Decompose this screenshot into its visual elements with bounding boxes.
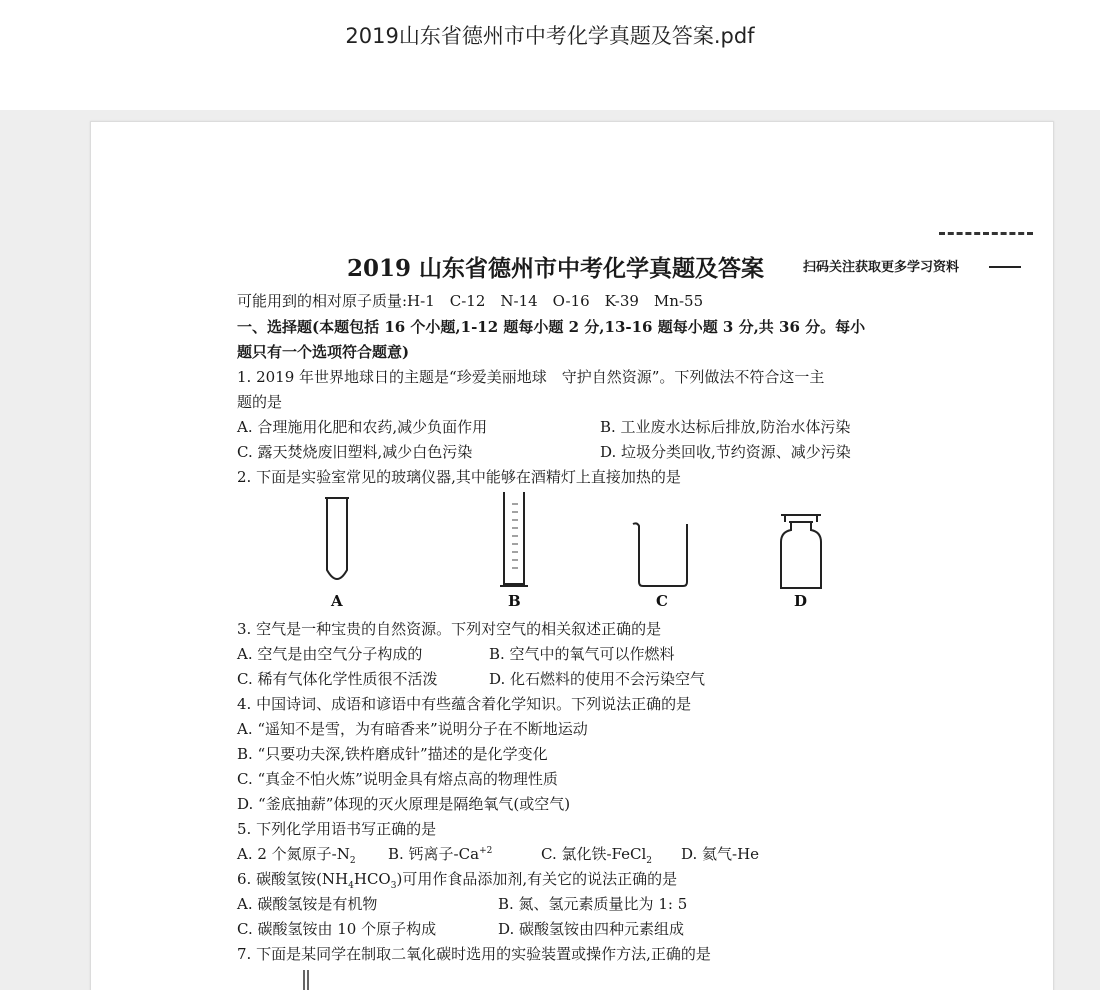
q5-option-c: C. 氯化铁-FeCl$_2$ xyxy=(541,845,653,866)
q3-option-a: A. 空气是由空气分子构成的 xyxy=(237,645,423,663)
q5-option-d: D. 氦气-He xyxy=(681,845,760,863)
q2-stem: 2. 下面是实验室常见的玻璃仪器,其中能够在酒精灯上直接加热的是 xyxy=(237,468,681,486)
q1-stem-2: 题的是 xyxy=(237,393,283,411)
q4-option-d: D. “釜底抽薪”体现的灭火原理是隔绝氧气(或空气) xyxy=(237,795,571,813)
section-heading-2: 题只有一个选项符合题意) xyxy=(237,343,410,361)
q3-stem: 3. 空气是一种宝贵的自然资源。下列对空气的相关叙述正确的是 xyxy=(237,620,662,638)
q4-stem: 4. 中国诗词、成语和谚语中有些蕴含着化学知识。下列说法正确的是 xyxy=(237,695,692,713)
document-title: 2019山东省德州市中考化学真题及答案.pdf xyxy=(345,24,755,48)
page-title: 2019 山东省德州市中考化学真题及答案 xyxy=(347,255,765,282)
q1-stem-1: 1. 2019 年世界地球日的主题是“珍爱美丽地球 守护自然资源”。下列做法不符合这一主 xyxy=(237,368,825,386)
figure-label-a: A xyxy=(331,592,343,610)
section-heading-1: 一、选择题(本题包括 16 个小题,1-12 题每小题 2 分,13-16 题每小题 3 分,共 36 分。每小 xyxy=(237,318,866,336)
q1-option-d: D. 垃圾分类回收,节约资源、减少污染 xyxy=(600,443,851,461)
q6-stem: 6. 碳酸氢铵$(NH_4HCO_3)$可用作食品添加剂,有关它的说法正确的是 xyxy=(237,870,678,891)
q1-option-a: A. 合理施用化肥和农药,减少负面作用 xyxy=(237,418,488,436)
q3-option-d: D. 化石燃料的使用不会污染空气 xyxy=(489,670,706,688)
atomic-mass-line: 可能用到的相对原子质量:H-1 C-12 N-14 O-16 K-39 Mn-55 xyxy=(237,292,704,310)
scan-note: 扫码关注获取更多学习资料 xyxy=(803,260,960,275)
figure-label-d: D xyxy=(794,592,808,610)
q5-stem: 5. 下列化学用语书写正确的是 xyxy=(237,820,437,838)
figure-label-c: C xyxy=(656,592,668,610)
q1-option-c: C. 露天焚烧废旧塑料,减少白色污染 xyxy=(237,443,473,461)
graduated-cylinder-icon xyxy=(494,490,534,590)
scan-note-line xyxy=(989,266,1021,268)
test-tube-icon xyxy=(317,496,357,588)
viewer-header xyxy=(0,0,1100,110)
q4-option-b: B. “只要功夫深,铁杵磨成针”描述的是化学变化 xyxy=(237,745,548,763)
q6-option-a: A. 碳酸氢铵是有机物 xyxy=(237,895,378,913)
q5-option-a: A. 2 个氮原子$-N_2$ xyxy=(237,845,356,866)
q4-option-a: A. “遥知不是雪，为有暗香来”说明分子在不断地运动 xyxy=(237,720,588,738)
q4-option-c: C. “真金不怕火炼”说明金具有熔点高的物理性质 xyxy=(237,770,558,788)
reagent-bottle-icon xyxy=(775,512,827,592)
q1-option-b: B. 工业废水达标后排放,防治水体污染 xyxy=(600,418,851,436)
q3-option-c: C. 稀有气体化学性质很不活泼 xyxy=(237,670,438,688)
pdf-page xyxy=(90,121,1054,990)
q7-stem: 7. 下面是某同学在制取二氧化碳时选用的实验装置或操作方法,正确的是 xyxy=(237,945,711,963)
q5-option-b: B. 钙离子$-Ca^{+2}$ xyxy=(388,845,493,863)
corner-mark xyxy=(939,232,1033,240)
q6-option-c: C. 碳酸氢铵由 10 个原子构成 xyxy=(237,920,437,938)
q3-option-b: B. 空气中的氧气可以作燃料 xyxy=(489,645,675,663)
q6-option-b: B. 氮、氢元素质量比为 1: 5 xyxy=(498,895,688,913)
apparatus-fragment-icon xyxy=(301,970,311,990)
q6-option-d: D. 碳酸氢铵由四种元素组成 xyxy=(498,920,685,938)
figure-label-b: B xyxy=(508,592,521,610)
beaker-icon xyxy=(629,518,695,590)
pdf-viewer[interactable] xyxy=(0,110,1100,990)
